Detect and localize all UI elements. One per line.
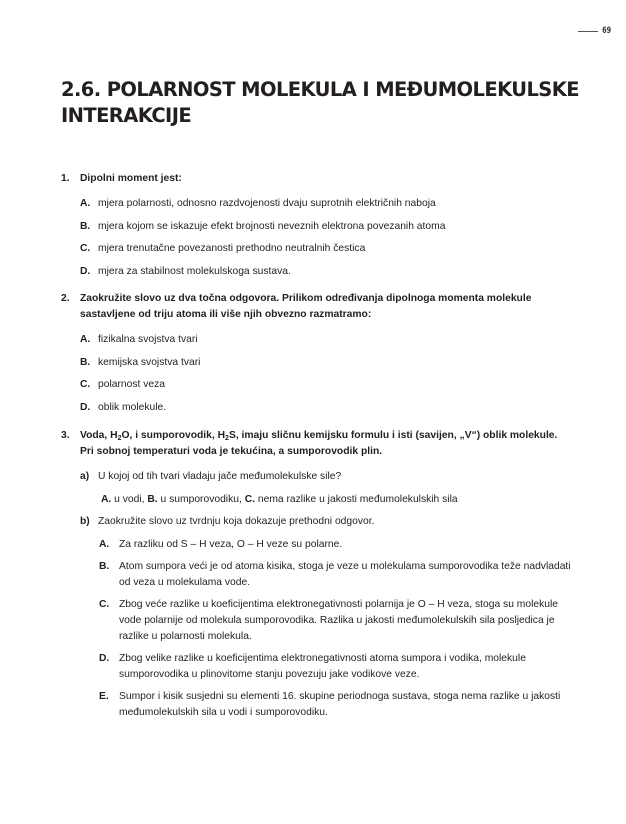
subquestion-b bbox=[80, 514, 571, 530]
option-letter: A. bbox=[80, 198, 91, 209]
question-1-stem bbox=[61, 171, 571, 187]
option-c[interactable] bbox=[80, 377, 571, 393]
option-d[interactable] bbox=[80, 400, 571, 416]
option-letter: C. bbox=[80, 243, 91, 254]
text-part: O, i sumporovodik, H bbox=[121, 430, 226, 441]
question-2-stem bbox=[61, 291, 571, 323]
option-text: mjera trenutačne povezanosti prethodno neutralnih čestica bbox=[98, 243, 366, 254]
option-c[interactable] bbox=[99, 597, 571, 645]
option-letter: C. bbox=[99, 599, 110, 610]
option-b[interactable] bbox=[80, 219, 571, 235]
text-part: S, imaju sličnu kemijsku formulu i isti (savijen, „V“) oblik molekule. Pri sobnoj temperaturi voda je tekućina, a sumporovodik plin. bbox=[80, 430, 558, 457]
option-letter: B. bbox=[80, 356, 91, 368]
answer-text: u vodi, bbox=[111, 493, 148, 505]
section-title: 2.6. POLARNOST MOLEKULA I MEĐUMOLEKULSKE INTERAKCIJE bbox=[61, 78, 579, 127]
option-text: Za razliku od S – H veza, O – H veze su polarne. bbox=[119, 539, 343, 550]
subquestion-letter: b) bbox=[80, 516, 90, 527]
subquestion-text: Zaokružite slovo uz tvrdnju koja dokazuje prethodni odgovor. bbox=[98, 516, 375, 527]
question-3 bbox=[61, 428, 571, 721]
option-a[interactable] bbox=[80, 332, 571, 348]
question-number: 1. bbox=[61, 173, 70, 184]
option-e[interactable] bbox=[99, 689, 571, 721]
page-number: 69 bbox=[601, 26, 611, 36]
page-number-header bbox=[578, 26, 612, 36]
page-number-rule bbox=[578, 31, 598, 32]
question-text: Dipolni moment jest: bbox=[80, 173, 182, 184]
option-text: mjera polarnosti, odnosno razdvojenosti dvaju suprotnih električnih naboja bbox=[98, 198, 436, 209]
option-letter: A. bbox=[80, 334, 91, 345]
option-text: Sumpor i kisik susjedni su elementi 16. skupine periodnoga sustava, stoga nema razlike u jakosti međumolekulskih sila u vodi i sumporovodiku. bbox=[119, 691, 561, 718]
option-c[interactable] bbox=[80, 241, 571, 257]
question-2 bbox=[61, 291, 571, 416]
option-letter: B. bbox=[99, 561, 110, 572]
option-text: oblik molekule. bbox=[98, 401, 167, 413]
option-text: Zbog veće razlike u koeficijentima elektronegativnosti polarnija je O – H veza, stoga su molekule vode polarnije od molekula sumporovodika. Razlika u jakosti međumolekulskih sila posljedica je razlike u polarnosti molekula. bbox=[119, 599, 558, 642]
option-text: Atom sumpora veći je od atoma kisika, stoga je veze u molekulama sumporovodika teže nadvladati od veza u molekulama vode. bbox=[119, 561, 571, 588]
subquestion-text: U kojoj od tih tvari vladaju jače međumolekulske sile? bbox=[98, 471, 342, 482]
option-text: kemijska svojstva tvari bbox=[98, 356, 201, 368]
answer-letter[interactable]: C. bbox=[244, 493, 255, 505]
option-letter: D. bbox=[80, 265, 91, 277]
question-text: Zaokružite slovo uz dva točna odgovora. Prilikom određivanja dipolnoga momenta molekule sastavljene od triju atoma ili više njih obvezno razmatramo: bbox=[80, 293, 532, 320]
subquestion-letter: a) bbox=[80, 471, 90, 482]
option-b[interactable] bbox=[99, 559, 571, 591]
option-b[interactable] bbox=[80, 355, 571, 371]
option-letter: D. bbox=[80, 401, 91, 413]
option-letter: D. bbox=[99, 653, 110, 664]
question-1 bbox=[61, 171, 571, 280]
text-part: Voda, H bbox=[80, 430, 118, 441]
option-letter: A. bbox=[99, 539, 110, 550]
option-text: Zbog velike razlike u koeficijentima elektronegativnosti atoma sumpora i vodika, molekule sumporovodika u plinovitome stanju povezuju jake vodikove veze. bbox=[119, 653, 526, 680]
option-letter: B. bbox=[80, 220, 91, 232]
question-3-stem bbox=[61, 428, 571, 460]
option-text: mjera za stabilnost molekulskoga sustava. bbox=[98, 265, 291, 277]
option-letter: C. bbox=[80, 379, 91, 390]
answer-text: u sumporovodiku, bbox=[157, 493, 245, 505]
question-number: 2. bbox=[61, 293, 70, 304]
subscript: 2 bbox=[117, 435, 122, 442]
question-number: 3. bbox=[61, 430, 70, 441]
option-text: fizikalna svojstva tvari bbox=[98, 334, 198, 345]
subscript: 2 bbox=[225, 435, 229, 442]
option-a[interactable] bbox=[80, 196, 571, 212]
subquestion-a-answers bbox=[101, 492, 571, 508]
question-text bbox=[80, 428, 571, 460]
answer-text: nema razlike u jakosti međumolekulskih sila bbox=[255, 493, 458, 505]
answer-letter[interactable]: A. bbox=[101, 493, 112, 505]
answer-letter[interactable]: B. bbox=[147, 493, 158, 505]
option-text: mjera kojom se iskazuje efekt brojnosti neveznih elektrona povezanih atoma bbox=[98, 220, 446, 232]
option-d[interactable] bbox=[99, 651, 571, 683]
subquestion-a bbox=[80, 469, 571, 485]
option-d[interactable] bbox=[80, 264, 571, 280]
option-a[interactable] bbox=[99, 537, 571, 553]
option-text: polarnost veza bbox=[98, 379, 165, 390]
option-letter: E. bbox=[99, 691, 109, 702]
